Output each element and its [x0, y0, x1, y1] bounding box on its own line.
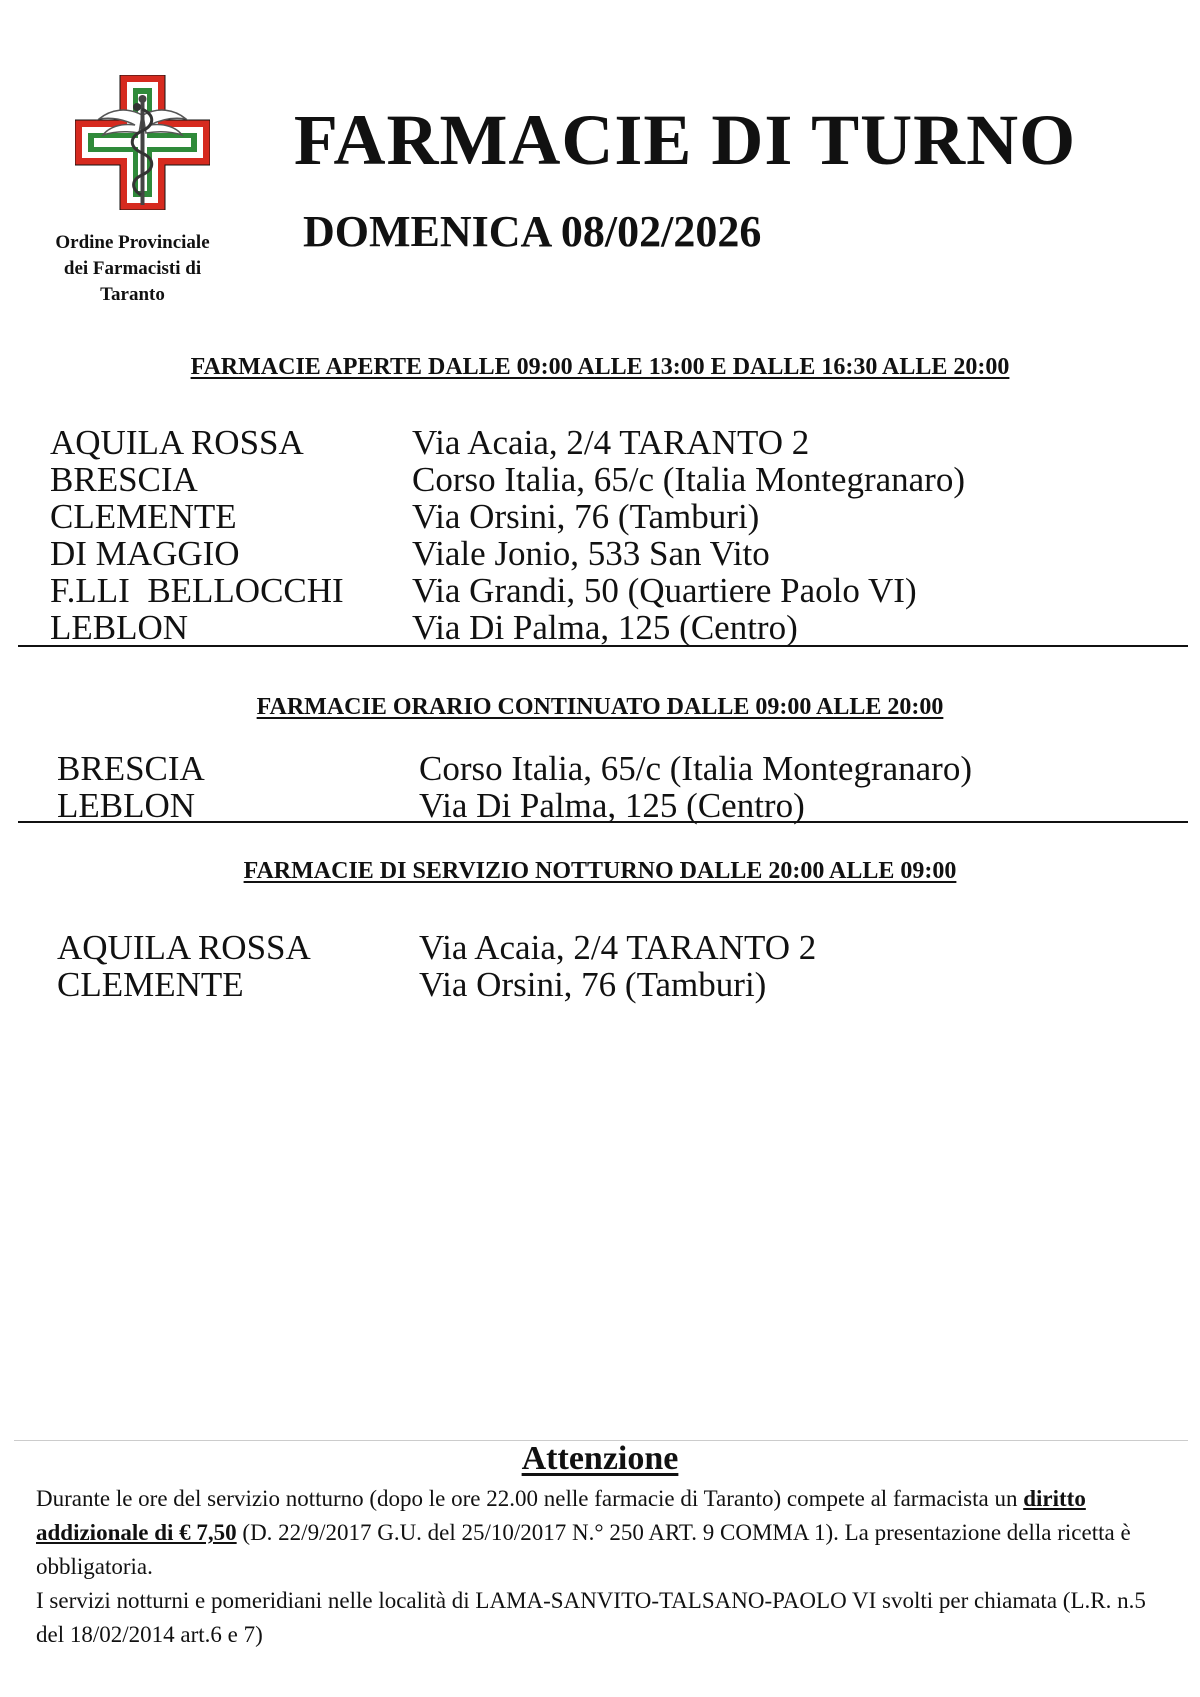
section-list-day [50, 424, 965, 646]
attention-body [36, 1482, 1176, 1652]
pharmacy-name: LEBLON [50, 608, 189, 647]
section-divider [18, 821, 1188, 823]
table-row [50, 424, 965, 461]
page-title: FARMACIE DI TURNO [293, 100, 1077, 180]
table-row [57, 966, 816, 1003]
org-line-1: Ordine Provinciale [55, 232, 210, 253]
attention-title: Attenzione [521, 1440, 679, 1477]
table-row [50, 461, 965, 498]
table-row [50, 535, 965, 572]
organization-name [30, 230, 235, 308]
pharmacy-address: Via Di Palma, 125 (Centro) [419, 786, 805, 825]
pharmacy-address: Corso Italia, 65/c (Italia Montegranaro) [419, 749, 972, 788]
pharmacy-name: BRESCIA [50, 460, 198, 499]
pharmacy-name: LEBLON [57, 786, 196, 825]
pharmacy-name: AQUILA ROSSA [57, 928, 311, 967]
attention-text: Durante le ore del servizio notturno (dopo le ore 22.00 nelle farmacie di Taranto) compete al farmacista un [36, 1486, 1024, 1511]
table-row [50, 572, 965, 609]
pharmacy-address: Via Di Palma, 125 (Centro) [412, 608, 798, 647]
table-row [50, 609, 965, 646]
page-subtitle-date: DOMENICA 08/02/2026 [303, 207, 762, 256]
pharmacy-address: Viale Jonio, 533 San Vito [412, 534, 770, 573]
pharmacy-address: Via Orsini, 76 (Tamburi) [412, 497, 760, 536]
table-row [50, 498, 965, 535]
table-row [57, 929, 816, 966]
pharmacy-address: Via Orsini, 76 (Tamburi) [419, 965, 767, 1004]
org-line-2: dei Farmacisti di [63, 258, 202, 279]
attention-paragraph-services: I servizi notturni e pomeridiani nelle località di LAMA-SANVITO-TALSANO-PAOLO VI svolti per chiamata (L.R. n.5 del 18/02/2014 art.6 e 7) [36, 1588, 1146, 1647]
pharmacy-address: Corso Italia, 65/c (Italia Montegranaro) [412, 460, 965, 499]
attention-paragraph-fee [36, 1482, 1176, 1584]
pharmacy-address: Via Acaia, 2/4 TARANTO 2 [412, 423, 810, 462]
pharmacy-name: CLEMENTE [50, 497, 237, 536]
table-row [57, 787, 972, 824]
pharmacy-address: Via Acaia, 2/4 TARANTO 2 [419, 928, 817, 967]
pharmacy-name: DI MAGGIO [50, 534, 240, 573]
pharmacy-name: AQUILA ROSSA [50, 423, 304, 462]
pharmacy-name: F.LLI BELLOCCHI [50, 571, 344, 610]
section-list-night [57, 929, 816, 1003]
section-heading-night: FARMACIE DI SERVIZIO NOTTURNO DALLE 20:00 ALLE 09:00 [243, 858, 957, 884]
pharmacy-name: CLEMENTE [57, 965, 244, 1004]
pharmacy-cross-caduceus-icon [75, 75, 210, 210]
section-divider [18, 645, 1188, 647]
pharmacy-address: Via Grandi, 50 (Quartiere Paolo VI) [412, 571, 917, 610]
org-line-3: Taranto [100, 284, 165, 305]
table-row [57, 750, 972, 787]
additional-fee-emphasis: diritto addizionale di € 7,50 [36, 1486, 1086, 1545]
pharmacy-name: BRESCIA [57, 749, 205, 788]
attention-text: (D. 22/9/2017 G.U. del 25/10/2017 N.° 250 ART. 9 COMMA 1). La presentazione della ricetta è obbligatoria. [36, 1520, 1131, 1579]
section-heading-continuous: FARMACIE ORARIO CONTINUATO DALLE 09:00 ALLE 20:00 [256, 694, 944, 720]
section-list-continuous [57, 750, 972, 824]
section-heading-day: FARMACIE APERTE DALLE 09:00 ALLE 13:00 E DALLE 16:30 ALLE 20:00 [190, 354, 1010, 380]
